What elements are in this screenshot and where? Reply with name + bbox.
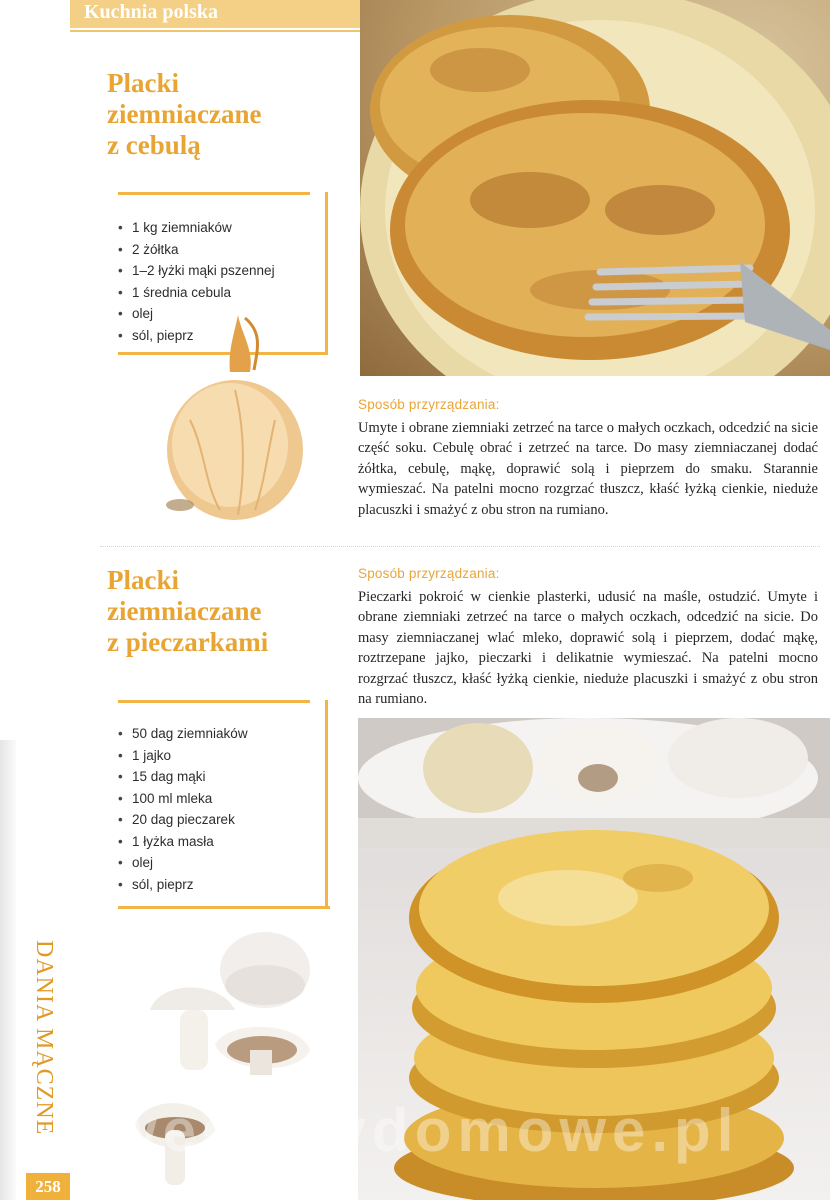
ingredient-item: • sól, pieprz [118,325,328,347]
ingredient-item: • 2 żółtka [118,239,328,261]
recipe-title-onion [107,68,261,161]
recipe-title-line: ziemniaczane [107,99,262,129]
page-number: 258 [26,1173,70,1200]
ingredient-item: • 50 dag ziemniaków [118,723,328,745]
method-label: Sposób przyrządzania: [358,397,500,412]
frame-right [325,700,328,908]
ingredient-item: • 1 łyżka masła [118,831,328,853]
photo-pancakes-with-fork [360,0,830,376]
ingredient-item: • olej [118,852,328,874]
method-text: Pieczarki pokroić w cienkie plasterki, udusić na maśle, ostudzić. Umyte i obrane ziemniaki zetrzeć na tarce o małych oczkach, odcedzić na sicie. Do masy ziemniaczanej wlać mleko, doprawić solą i pieprzem, dodać mąkę, roztrzepane jajko, pieczarki i delikatnie wymieszać. Na patelni mocno rozgrzać tłuszcz, kłaść łyżką cienkie, nieduże placuszki i smażyć z obu stron na rumiano. [358,589,818,708]
chapter-label: DANIA MĄCZNE [31,940,57,1136]
ingredient-item: • 1 kg ziemniaków [118,217,328,239]
ingredients-list [118,723,328,895]
ingredient-item: • sól, pieprz [118,874,328,896]
recipe-title-line: z cebulą [107,130,201,160]
ingredient-item: • 15 dag mąki [118,766,328,788]
frame-top [118,192,310,195]
ingredient-item: • olej [118,303,328,325]
watermark: wedlinydomowe.pl [110,1097,740,1164]
frame-right [325,192,328,354]
recipe-title-line: Placki [107,565,179,595]
frame-top [118,700,310,703]
frame-bottom [118,906,330,909]
onion-icon [150,310,320,525]
section-title: Kuchnia polska [84,1,218,23]
recipe-title-line: Placki [107,68,179,98]
method-label: Sposób przyrządzania: [358,566,500,581]
method-text: Umyte i obrane ziemniaki zetrzeć na tarce o małych oczkach, odcedzić na sicie część soku. Cebulę obrać i zetrzeć na tarce. Do masy ziemniaczanej dodać żółtka, cebulę, mąkę, doprawić solą i pieprzem do smaku. Starannie wymieszać. Na patelni mocno rozgrzać tłuszcz, kłaść łyżką cienkie, nieduże placuszki i smażyć z obu stron na rumiano. [358,420,818,518]
ingredient-item: • 20 dag pieczarek [118,809,328,831]
ingredient-item: • 1 jajko [118,745,328,767]
recipe-title-mushroom [107,565,268,658]
page-edge-shadow [0,740,16,1200]
ingredients-box-mushroom [118,700,328,908]
ingredient-item: • 1 średnia cebula [118,282,328,304]
recipe-title-line: ziemniaczane [107,596,262,626]
ingredient-item: • 100 ml mleka [118,788,328,810]
recipe-title-line: z pieczarkami [107,627,269,657]
recipe-divider [100,546,820,547]
ingredient-item: • 1–2 łyżki mąki pszennej [118,260,328,282]
